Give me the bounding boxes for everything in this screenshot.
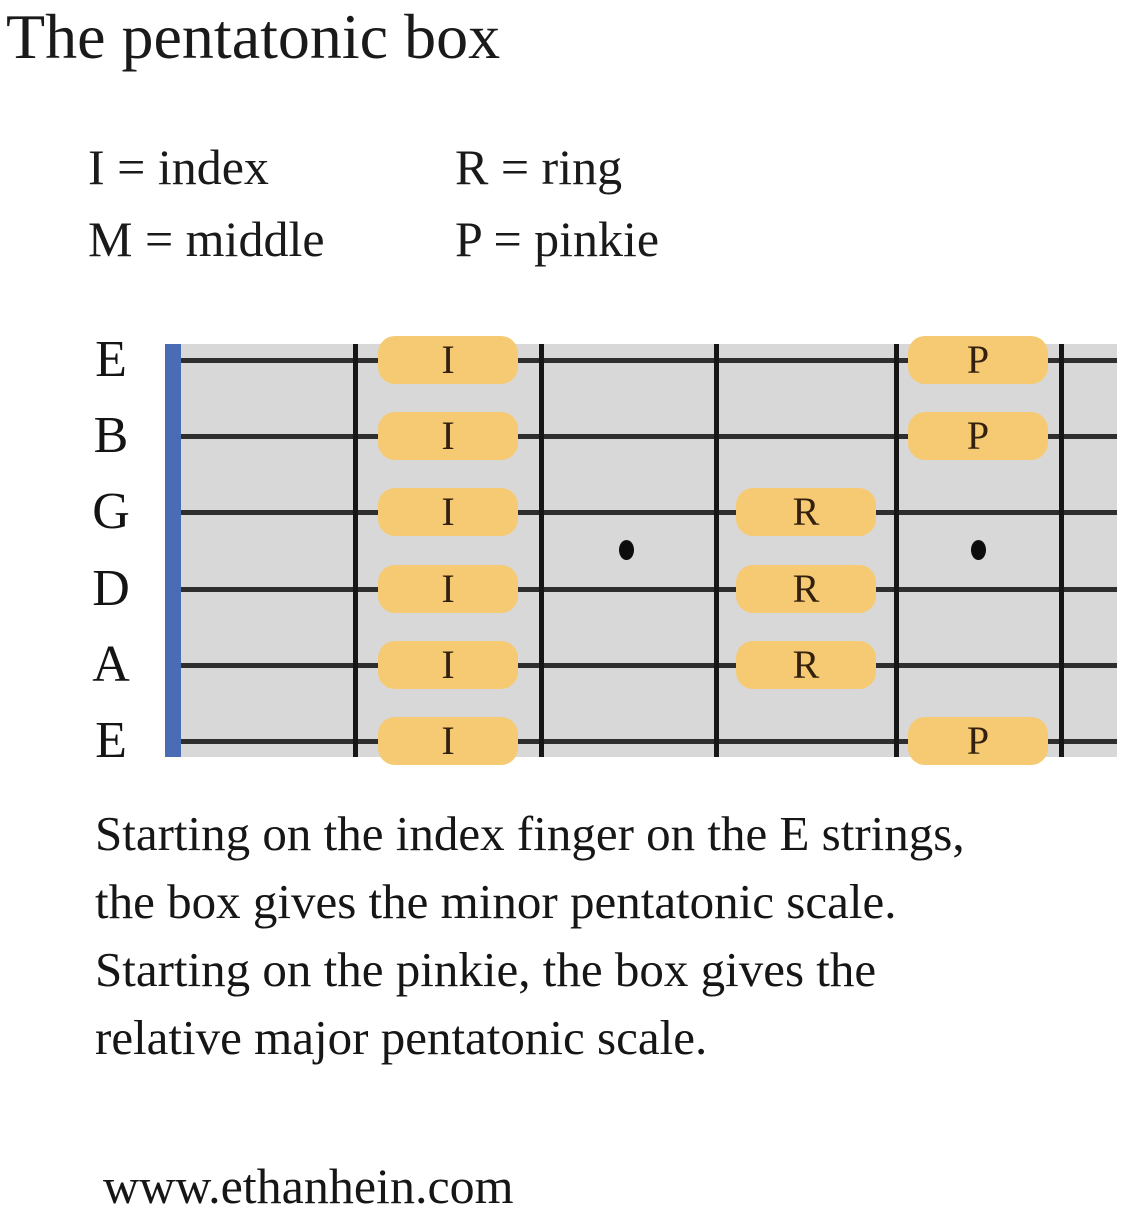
website-url: www.ethanhein.com	[103, 1158, 514, 1214]
inlay-dot	[619, 540, 634, 560]
legend-item-middle: M = middle	[88, 211, 325, 267]
string-label: A	[92, 636, 130, 693]
finger-marker-I	[378, 336, 518, 384]
string-label: E	[95, 331, 127, 388]
finger-letter: R	[792, 642, 820, 687]
fret-line	[1059, 344, 1064, 757]
finger-marker-I	[378, 717, 518, 765]
caption-line-3: Starting on the pinkie, the box gives the	[95, 942, 877, 997]
legend-item-index: I = index	[88, 139, 269, 195]
finger-letter: I	[441, 337, 455, 382]
caption-line-4: relative major pentatonic scale.	[95, 1010, 708, 1065]
string-label: E	[95, 712, 127, 769]
finger-marker-P	[908, 412, 1048, 460]
finger-letter: P	[966, 413, 990, 458]
fret-line	[539, 344, 544, 757]
string-label: B	[93, 407, 129, 464]
finger-letter: R	[792, 566, 820, 611]
finger-marker-R	[736, 488, 876, 536]
finger-marker-I	[378, 488, 518, 536]
finger-letter: I	[441, 566, 455, 611]
finger-letter: I	[441, 642, 455, 687]
fret-line	[714, 344, 719, 757]
finger-marker-R	[736, 641, 876, 689]
finger-letter: P	[966, 337, 990, 382]
finger-letter: I	[441, 718, 455, 763]
finger-marker-R	[736, 565, 876, 613]
finger-letter: I	[441, 489, 455, 534]
string-label: G	[92, 483, 130, 540]
finger-marker-I	[378, 641, 518, 689]
legend-item-ring: R = ring	[455, 139, 623, 195]
string-label: D	[92, 560, 130, 617]
finger-marker-P	[908, 336, 1048, 384]
caption	[95, 800, 1105, 1072]
string-line	[179, 510, 1117, 515]
finger-letter: P	[966, 718, 990, 763]
string-line	[179, 587, 1117, 592]
finger-marker-I	[378, 412, 518, 460]
finger-marker-I	[378, 565, 518, 613]
inlay-dot	[971, 540, 986, 560]
nut	[165, 344, 181, 757]
finger-marker-P	[908, 717, 1048, 765]
fret-line	[353, 344, 358, 757]
page-title: The pentatonic box	[6, 1, 501, 72]
caption-line-1: Starting on the index finger on the E strings,	[95, 806, 965, 861]
fret-line	[894, 344, 899, 757]
finger-letter: R	[792, 489, 820, 534]
caption-line-2: the box gives the minor pentatonic scale.	[95, 874, 897, 929]
finger-letter: I	[441, 413, 455, 458]
string-line	[179, 663, 1117, 668]
legend-item-pinkie: P = pinkie	[455, 211, 660, 267]
